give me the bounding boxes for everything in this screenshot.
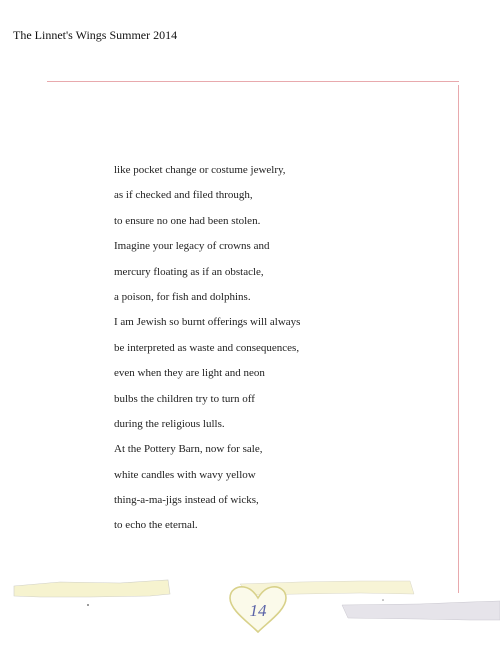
running-header: The Linnet's Wings Summer 2014 xyxy=(13,28,178,42)
poem-line: thing-a-ma-jigs instead of wicks, xyxy=(114,494,259,507)
page-number: 14 xyxy=(249,601,267,620)
poem-line: even when they are light and neon xyxy=(114,367,265,380)
poem-line: a poison, for fish and dolphins. xyxy=(114,290,251,303)
poem-line: mercury floating as if an obstacle, xyxy=(114,265,264,278)
poem-body xyxy=(114,158,444,539)
poem-line: Imagine your legacy of crowns and xyxy=(114,240,270,253)
frame-right-line xyxy=(458,85,459,593)
poem-line: during the religious lulls. xyxy=(114,417,225,430)
poem-line: white candles with wavy yellow xyxy=(114,468,256,481)
poem-line: At the Pottery Barn, now for sale, xyxy=(114,443,263,456)
frame-top-line xyxy=(47,81,459,82)
torn-paper-strip-right xyxy=(342,601,500,620)
torn-paper-strip-left xyxy=(14,580,170,597)
poem-line: to ensure no one had been stolen. xyxy=(114,214,261,227)
poem-line: like pocket change or costume jewelry, xyxy=(114,164,286,176)
poem-line: be interpreted as waste and consequences, xyxy=(114,341,300,354)
stray-dot xyxy=(87,604,89,606)
poem-line: bulbs the children try to turn off xyxy=(114,392,255,405)
poem-line: to echo the eternal. xyxy=(114,519,198,532)
poem-line: I am Jewish so burnt offerings will always xyxy=(114,316,301,329)
stray-dot xyxy=(382,599,384,601)
decorative-footer-art xyxy=(0,560,500,647)
poem-line: as if checked and filed through, xyxy=(114,189,253,202)
